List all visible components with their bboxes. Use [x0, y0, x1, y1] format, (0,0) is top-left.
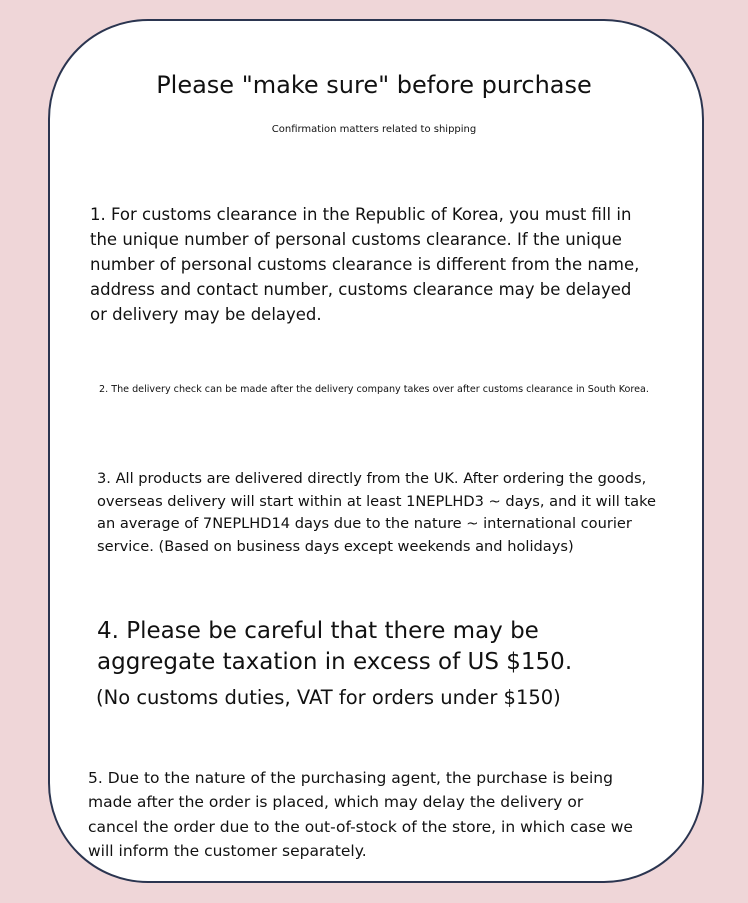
notice-item-4-note: (No customs duties, VAT for orders under $150) [96, 686, 561, 709]
notice-item-1 [90, 202, 639, 327]
notice-line: 5. Due to the nature of the purchasing agent, the purchase is being [88, 769, 613, 787]
notice-line: will inform the customer separately. [88, 841, 367, 860]
notice-line: 1. For customs clearance in the Republic of Korea, you must fill in [90, 205, 632, 224]
notice-line: aggregate taxation in excess of US $150. [97, 649, 573, 675]
notice-line: cancel the order due to the out-of-stock of the store, in which case we [88, 817, 633, 836]
notice-line: number of personal customs clearance is different from the name, [90, 255, 640, 274]
page-subtitle: Confirmation matters related to shipping [271, 124, 477, 135]
notice-line: or delivery may be delayed. [90, 305, 322, 324]
notice-item-3 [97, 468, 656, 558]
notice-line: the unique number of personal customs clearance. If the unique [90, 230, 622, 249]
notice-line: 4. Please be careful that there may be [97, 618, 539, 644]
notice-item-2: 2. The delivery check can be made after the delivery company takes over after customs clearance in South Korea. [99, 384, 649, 395]
notice-line: made after the order is placed, which may delay the delivery or [88, 793, 584, 812]
notice-item-5 [88, 766, 633, 863]
notice-line: overseas delivery will start within at least 1NEPLHD3 ~ days, and it will take [97, 492, 656, 510]
page-title: Please "make sure" before purchase [156, 71, 592, 99]
notice-line: 3. All products are delivered directly from the UK. After ordering the goods, [97, 470, 647, 487]
notice-card [48, 19, 704, 883]
notice-item-4 [97, 616, 572, 678]
notice-line: an average of 7NEPLHD14 days due to the nature ~ international courier [97, 515, 632, 532]
notice-line: address and contact number, customs clearance may be delayed [90, 280, 632, 299]
notice-line: service. (Based on business days except weekends and holidays) [97, 537, 574, 555]
